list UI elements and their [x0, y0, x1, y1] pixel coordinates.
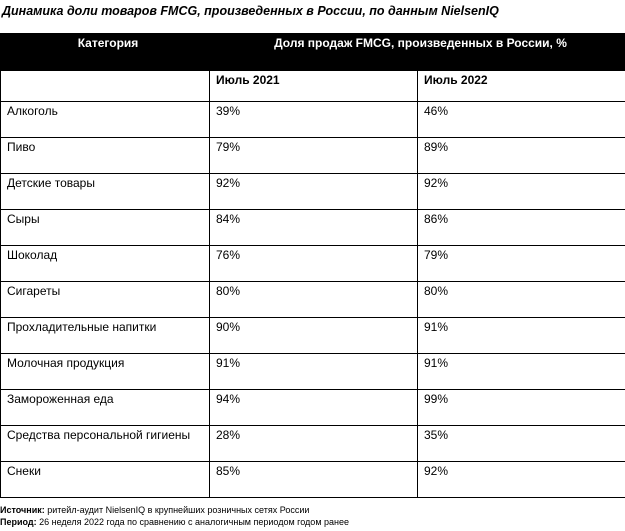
- table-row: [1, 282, 625, 318]
- cell-july-2022: 35%: [418, 426, 625, 462]
- table-row: [1, 138, 625, 174]
- source-text: ритейл-аудит NielsenIQ в крупнейших розничных сетях России: [44, 505, 310, 515]
- cell-category: Снеки: [1, 462, 210, 498]
- table-subheader-row: [1, 71, 625, 102]
- table-row: [1, 102, 625, 138]
- cell-july-2022: 91%: [418, 318, 625, 354]
- cell-july-2021: 92%: [210, 174, 418, 210]
- cell-category: Шоколад: [1, 246, 210, 282]
- cell-category: Молочная продукция: [1, 354, 210, 390]
- cell-july-2021: 76%: [210, 246, 418, 282]
- cell-july-2022: 91%: [418, 354, 625, 390]
- cell-july-2021: 84%: [210, 210, 418, 246]
- subheader-july-2021: Июль 2021: [210, 71, 418, 102]
- header-category: Категория: [1, 34, 210, 71]
- table-row: [1, 174, 625, 210]
- cell-july-2021: 79%: [210, 138, 418, 174]
- header-share: Доля продаж FMCG, произведенных в России, %: [210, 34, 625, 71]
- cell-july-2021: 39%: [210, 102, 418, 138]
- cell-july-2022: 89%: [418, 138, 625, 174]
- table-row: [1, 390, 625, 426]
- footer-period: [0, 517, 349, 527]
- cell-category: Алкоголь: [1, 102, 210, 138]
- page-title: Динамика доли товаров FMCG, произведенных в России, по данным NielsenIQ: [2, 4, 499, 18]
- period-text: 26 неделя 2022 года по сравнению с аналогичным периодом годом ранее: [36, 517, 349, 527]
- cell-july-2021: 91%: [210, 354, 418, 390]
- cell-july-2022: 80%: [418, 282, 625, 318]
- cell-category: Сыры: [1, 210, 210, 246]
- cell-july-2021: 28%: [210, 426, 418, 462]
- table-row: [1, 318, 625, 354]
- cell-july-2022: 46%: [418, 102, 625, 138]
- cell-july-2021: 85%: [210, 462, 418, 498]
- table-row: [1, 462, 625, 498]
- cell-july-2022: 86%: [418, 210, 625, 246]
- cell-category: Замороженная еда: [1, 390, 210, 426]
- cell-july-2022: 92%: [418, 462, 625, 498]
- cell-july-2021: 94%: [210, 390, 418, 426]
- cell-july-2022: 92%: [418, 174, 625, 210]
- period-label: Период:: [0, 517, 37, 527]
- cell-july-2022: 99%: [418, 390, 625, 426]
- cell-category: Пиво: [1, 138, 210, 174]
- source-label: Источник:: [0, 505, 45, 515]
- table-row: [1, 246, 625, 282]
- cell-july-2021: 90%: [210, 318, 418, 354]
- subheader-empty: [1, 71, 210, 102]
- table-row: [1, 426, 625, 462]
- subheader-july-2022: Июль 2022: [418, 71, 625, 102]
- cell-july-2022: 79%: [418, 246, 625, 282]
- cell-category: Сигареты: [1, 282, 210, 318]
- cell-category: Прохладительные напитки: [1, 318, 210, 354]
- fmcg-share-table: [0, 33, 625, 498]
- cell-july-2021: 80%: [210, 282, 418, 318]
- cell-category: Детские товары: [1, 174, 210, 210]
- footer-source: [0, 505, 309, 515]
- table-row: [1, 354, 625, 390]
- table-row: [1, 210, 625, 246]
- table-header-row: [1, 34, 625, 71]
- cell-category: Средства персональной гигиены: [1, 426, 210, 462]
